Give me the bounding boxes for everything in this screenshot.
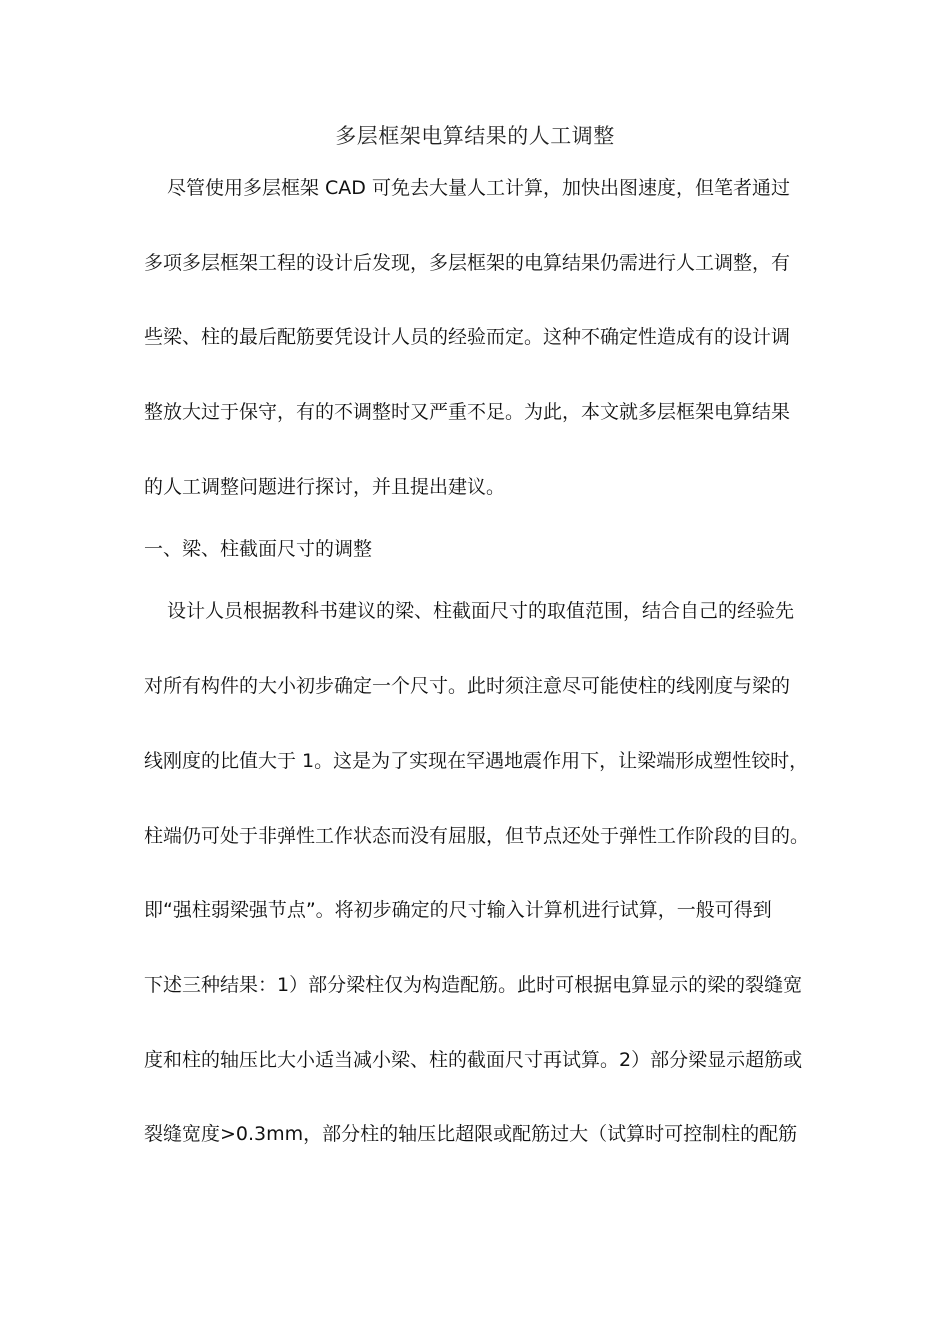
paragraph-2-line-7: 度和柱的轴压比大小适当减小梁、柱的截面尺寸再试算。2）部分梁显示超筋或: [144, 1049, 803, 1071]
paragraph-2-line-4: 柱端仍可处于非弹性工作状态而没有屈服，但节点还处于弹性工作阶段的目的。: [144, 825, 810, 847]
paragraph-2-line-8: 裂缝宽度>0.3mm，部分柱的轴压比超限或配筋过大（试算时可控制柱的配筋: [144, 1123, 798, 1145]
paragraph-2-line-1: 设计人员根据教科书建议的梁、柱截面尺寸的取值范围，结合自己的经验先: [167, 600, 795, 622]
paragraph-1-line-2: 多项多层框架工程的设计后发现，多层框架的电算结果仍需进行人工调整，有: [144, 252, 791, 274]
paragraph-1-line-3: 些梁、柱的最后配筋要凭设计人员的经验而定。这种不确定性造成有的设计调: [144, 326, 791, 348]
document-title: 多层框架电算结果的人工调整: [335, 124, 615, 148]
paragraph-1-line-4: 整放大过于保守，有的不调整时又严重不足。为此，本文就多层框架电算结果: [144, 401, 791, 423]
paragraph-2-line-6: 下述三种结果：1）部分梁柱仅为构造配筋。此时可根据电算显示的梁的裂缝宽: [144, 974, 803, 996]
section-heading-1: 一、梁、柱截面尺寸的调整: [144, 538, 373, 560]
paragraph-2-line-5: 即“强柱弱梁强节点”。将初步确定的尺寸输入计算机进行试算，一般可得到: [144, 899, 772, 921]
paragraph-1-line-1: 尽管使用多层框架 CAD 可免去大量人工计算，加快出图速度，但笔者通过: [167, 177, 790, 199]
paragraph-2-line-3: 线刚度的比值大于 1。这是为了实现在罕遇地震作用下，让梁端形成塑性铰时，: [144, 750, 809, 772]
paragraph-2-line-2: 对所有构件的大小初步确定一个尺寸。此时须注意尽可能使柱的线刚度与梁的: [144, 675, 791, 697]
paragraph-1-line-5: 的人工调整问题进行探讨，并且提出建议。: [144, 476, 506, 498]
